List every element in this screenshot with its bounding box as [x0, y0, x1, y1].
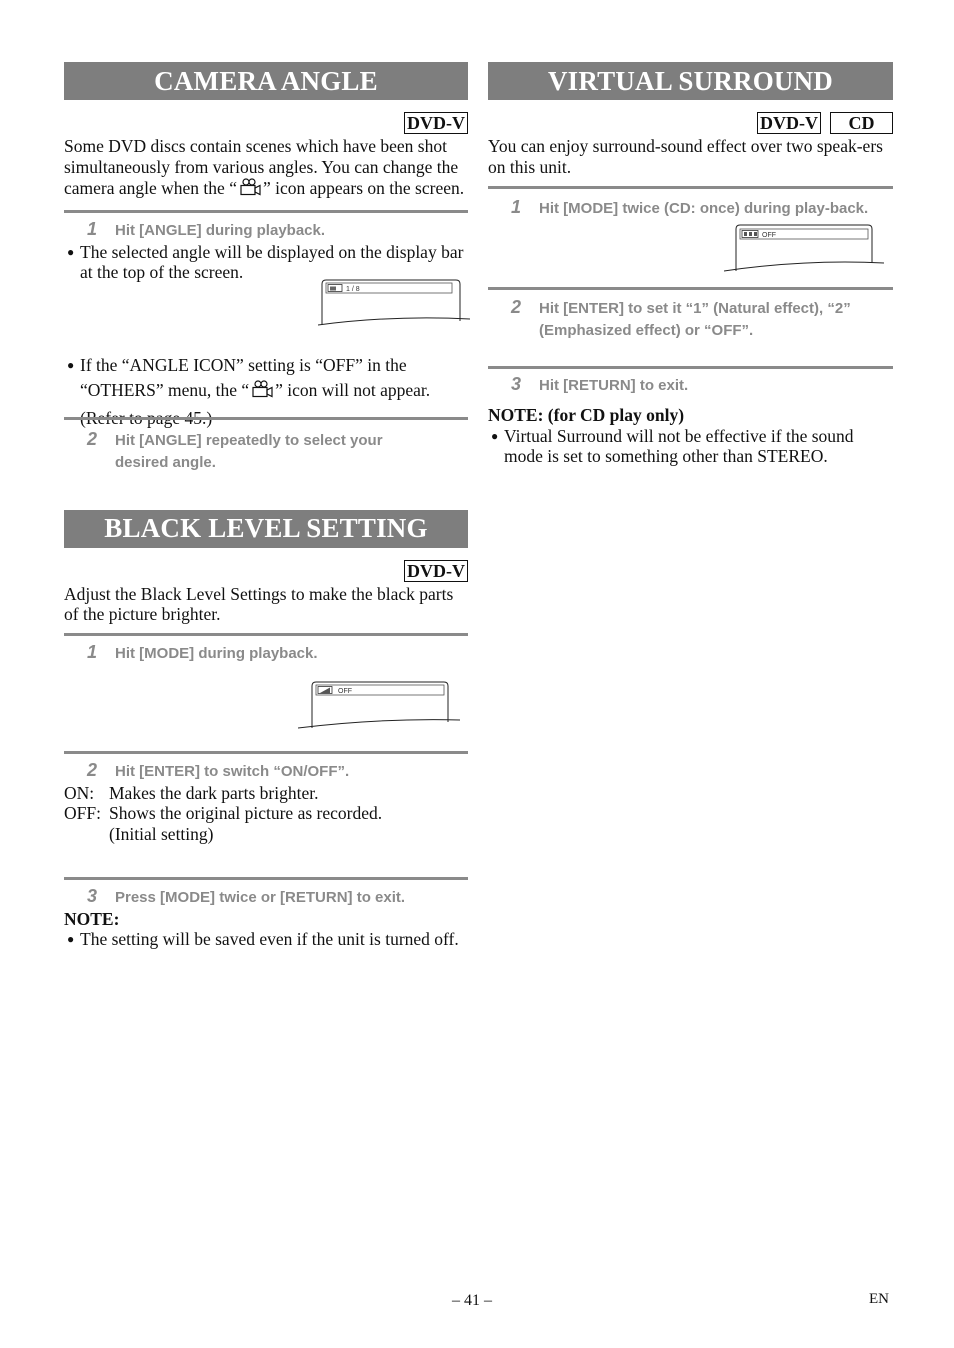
step-number: 1 — [510, 197, 521, 217]
step-number: 1 — [86, 641, 97, 662]
step-instruction: Hit [MODE] during playback. — [115, 644, 318, 662]
page-number: – 41 – — [452, 1292, 492, 1309]
virtual-surround-step-2 — [488, 287, 893, 360]
step-number: 2 — [510, 297, 521, 317]
black-level-note-bullet: ● The setting will be saved even if the unit is turned off. — [64, 929, 468, 950]
black-level-badges — [64, 560, 468, 582]
right-column — [488, 62, 893, 467]
virtual-surround-badges — [488, 112, 893, 134]
language-code: EN — [869, 1291, 889, 1307]
dvd-v-badge: DVD-V — [404, 112, 468, 134]
bullet-icon: ● — [67, 932, 75, 946]
left-column — [64, 62, 468, 950]
camera-icon — [249, 379, 275, 406]
black-level-step-3 — [64, 877, 468, 950]
step-number: 2 — [86, 759, 97, 780]
angle-osd-text: 1 / 8 — [346, 285, 360, 293]
cd-badge: CD — [830, 112, 893, 134]
black-level-note-title: NOTE: — [64, 908, 120, 929]
black-level-osd-screen — [298, 680, 462, 732]
step-instruction: Hit [ENTER] to switch “ON/OFF”. — [115, 762, 350, 780]
black-level-intro: Adjust the Black Level Settings to make the black parts of the picture brighter. — [64, 583, 454, 624]
step-number: 1 — [86, 218, 97, 239]
step-number: 3 — [86, 885, 97, 906]
step-instruction: Hit [ANGLE] during playback. — [115, 221, 326, 239]
black-level-step-2 — [64, 751, 468, 871]
camera-angle-bullet-1: ● The selected angle will be displayed on the display bar at the top of the screen. — [64, 242, 468, 283]
camera-angle-badges — [64, 112, 468, 134]
bullet-icon: ● — [67, 357, 75, 372]
bullet-icon: ● — [491, 428, 499, 443]
step-instruction: Hit [ENTER] to set it “1” (Natural effect), “2” (Emphasized effect) or “OFF”. — [539, 300, 851, 339]
step-number: 2 — [86, 428, 97, 449]
camera-angle-intro: Some DVD discs contain scenes which have been shot simultaneously from various angles. You can change the camera angle when the “ ” icon appears on the screen. — [64, 136, 468, 202]
virtual-surround-step-1 — [488, 186, 893, 280]
camera-icon — [237, 177, 263, 202]
step-number: 3 — [510, 374, 521, 394]
camera-angle-heading: CAMERA ANGLE — [64, 62, 468, 100]
black-level-osd-text: OFF — [338, 687, 352, 695]
camera-angle-bullet-2: ● If the “ANGLE ICON” setting is “OFF” in the “OTHERS” menu, the “ ” icon will not appear. (Refer to page 45.) — [64, 353, 468, 431]
black-level-heading: BLACK LEVEL SETTING — [64, 510, 468, 548]
step-instruction: Hit [ANGLE] repeatedly to select your desired angle. — [115, 431, 383, 471]
camera-angle-step-1 — [64, 210, 468, 428]
step-instruction: Hit [MODE] twice (CD: once) during play-back. — [539, 200, 869, 217]
virtual-surround-intro: You can enjoy surround-sound effect over two speak-ers on this unit. — [488, 136, 883, 177]
dvd-v-badge: DVD-V — [404, 560, 468, 582]
surround-osd-screen — [724, 223, 892, 275]
step-instruction: Hit [RETURN] to exit. — [539, 377, 689, 394]
surround-osd-text: OFF — [762, 232, 776, 239]
virtual-surround-heading: VIRTUAL SURROUND — [488, 62, 893, 100]
dvd-v-badge: DVD-V — [757, 112, 821, 134]
angle-osd-screen — [318, 279, 470, 327]
step-instruction: Press [MODE] twice or [RETURN] to exit. — [115, 888, 406, 906]
bullet-icon: ● — [67, 244, 75, 259]
virtual-surround-note-bullet: ● Virtual Surround will not be effective if the sound mode is set to something other than STEREO. — [488, 426, 893, 467]
virtual-surround-note-title: NOTE: (for CD play only) — [488, 405, 685, 425]
virtual-surround-step-3 — [488, 366, 893, 467]
off-definition: OFF: Shows the original picture as recorded. (Initial setting) — [64, 803, 383, 844]
on-definition: ON: Makes the dark parts brighter. — [64, 782, 319, 803]
camera-angle-step-2 — [64, 417, 468, 474]
black-level-step-1 — [64, 633, 468, 745]
